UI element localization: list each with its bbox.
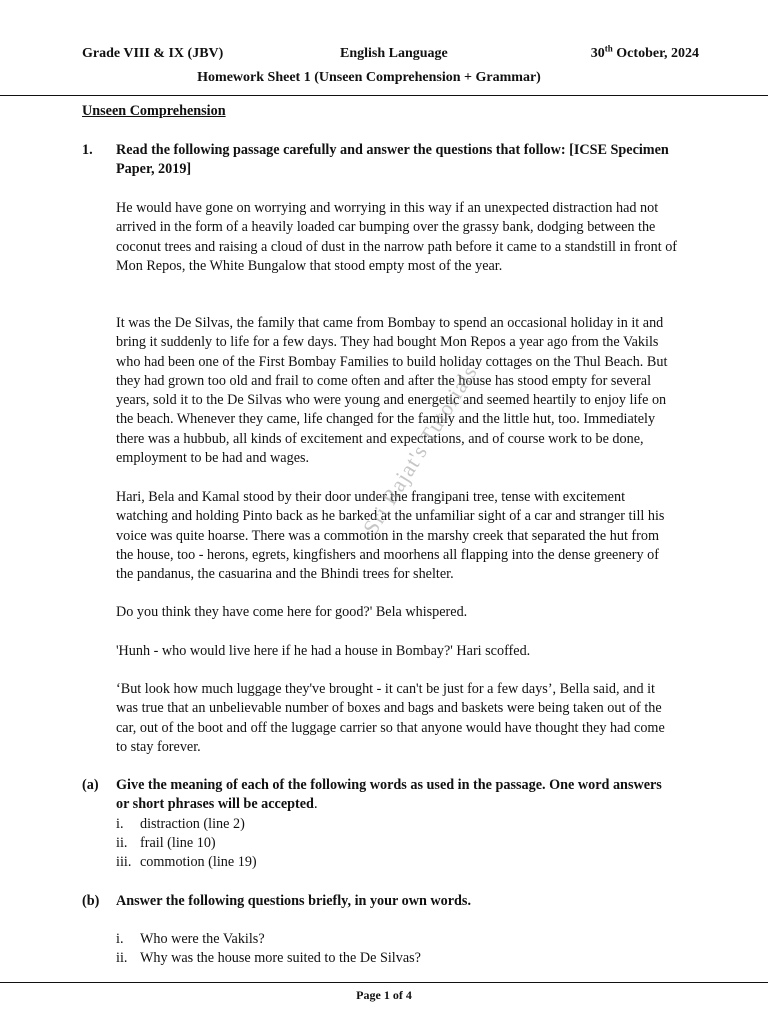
section-title: Unseen Comprehension [82,103,226,119]
question-number: 1. [82,142,93,158]
list-item: ii. frail (line 10) [116,835,216,851]
date-suffix: th [604,43,613,54]
header-subject: English Language [340,46,448,61]
header-divider [0,95,768,96]
list-item: i. Who were the Vakils? [116,931,265,947]
list-item: iii. commotion (line 19) [116,854,257,870]
passage-paragraph-4: Do you think they have come here for good?' Bela whispered. [116,604,468,620]
part-b-label: (b) [82,893,100,909]
question-instruction: Read the following passage carefully and answer the questions that follow: [ICSE Specimen Paper, 2019] [116,142,669,178]
list-item: ii. Why was the house more suited to the De Silvas? [116,950,421,966]
sheet-title: Homework Sheet 1 (Unseen Comprehension + Grammar) [197,70,541,85]
date-rest: October, 2024 [612,46,699,61]
footer-divider [0,982,768,983]
part-a-instruction: Give the meaning of each of the following words as used in the passage. One word answers or short phrases will be accepted. [116,777,662,813]
passage-paragraph-3: Hari, Bela and Kamal stood by their door under the frangipani tree, tense with excitement watching and holding Pinto back as he barked at the unfamiliar sight of a car and stranger till his voice was quite hoarse. There was a commotion in the marshy creek that separated the hut from the house, too - herons, egrets, kingfishers and moorhens all flapping into the dense greenery of the pandanus, the casuarina and the Bhindi trees for shelter. [116,489,665,583]
part-b-instruction: Answer the following questions briefly, in your own words. [116,893,471,909]
page-number: Page 1 of 4 [356,988,412,1002]
watermark: Sri Rajat's Tutorials [357,360,483,539]
list-item: i. distraction (line 2) [116,816,245,832]
part-a-label: (a) [82,777,99,793]
passage-paragraph-5: 'Hunh - who would live here if he had a house in Bombay?' Hari scoffed. [116,643,531,659]
passage-paragraph-6: ‘But look how much luggage they've brought - it can't be just for a few days’, Bella said, and it was true that an unbelievable number of boxes and bags and baskets were being taken out of the car, out of the boot and off the luggage carrier so that anyone would have thought they had come to stay forever. [116,681,665,755]
passage-paragraph-2: It was the De Silvas, the family that came from Bombay to spend an occasional holiday in it and bring it suddenly to life for a few days. They had bought Mon Repos a year ago from the Vakils who had been one of the First Bombay Families to build holiday cottages on the Thul Beach. But they had grown too old and frail to come often and after the house has stood empty for several years, sold it to the De Silvas who were young and energetic and seemed heartily to enjoy life on the beach. Whenever they came, life changed for the family and the little hut, too. Immediately there was a hubbub, all kinds of excitement and expectations, and of course work to be done, employment to be had and wages. [116,315,668,467]
header-grade: Grade VIII & IX (JBV) [82,46,224,61]
date-day: 30 [590,46,605,61]
passage-paragraph-1: He would have gone on worrying and worrying in this way if an unexpected distraction had not arrived in the form of a heavily loaded car bumping over the grassy bank, dodging between the coconut trees and raising a cloud of dust in the narrow path before it came to a standstill in front of Mon Repos, the White Bungalow that stood empty most of the year. [116,200,678,274]
header-date [591,44,699,63]
